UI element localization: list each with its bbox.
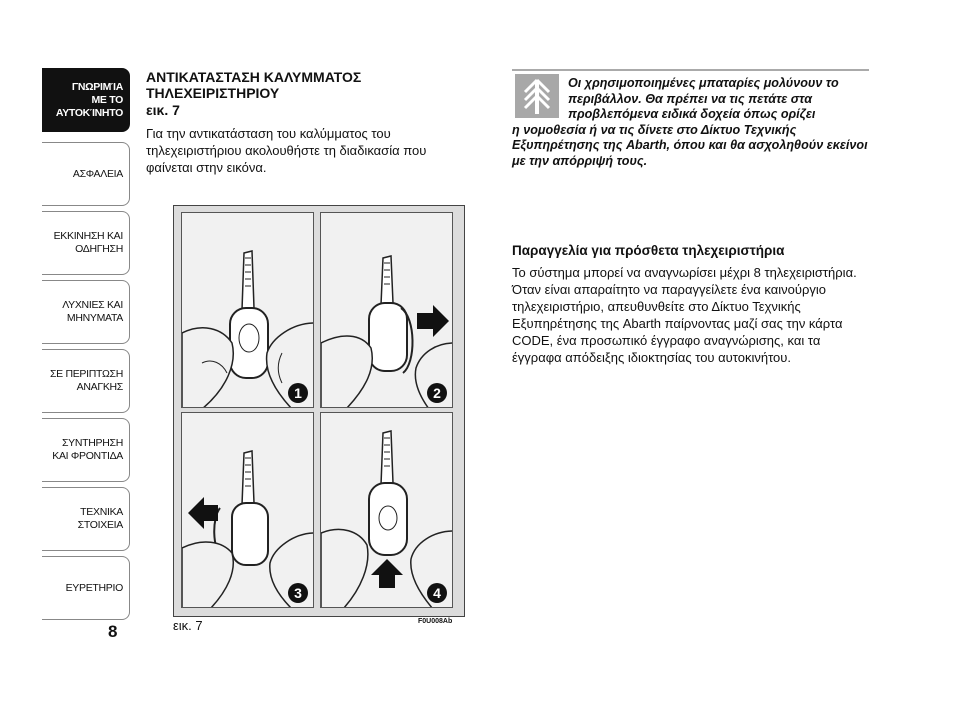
note-text-line2: η νομοθεσία ή να τις δίνετε στο Δίκτυο Τεχνικής Εξυπηρέτησης της Abarth, όπου και θα ασχοληθούν εκείνοι με την απόρριψή τους. — [512, 122, 868, 168]
section-heading: ΑΝΤΙΚΑΤΑΣΤΑΣΗ ΚΑΛΥΜΜΑΤΟΣ ΤΗΛΕΧΕΙΡΙΣΤΗΡΙΟΥ — [146, 69, 362, 101]
step-number-badge: 3 — [288, 583, 308, 603]
step-number-badge: 2 — [427, 383, 447, 403]
figure-panel-2 — [320, 212, 453, 408]
tab-label: ΣΥΝΤΗΡΗΣΗ ΚΑΙ ΦΡΟΝΤΙΔΑ — [52, 437, 123, 462]
tab-label: ΑΣΦΑΛΕΙΑ — [72, 167, 123, 180]
tab-index[interactable] — [42, 556, 130, 620]
order-remotes-text: Το σύστημα μπορεί να αναγνωρίσει μέχρι 8 τηλεχειριστήρια. Όταν είναι απαραίτητο να παραγγείλετε ένα καινούργιο τηλεχειριστήριο, απευθυνθείτε στο Δίκτυο Τεχνικής Εξυπηρέτησης της Abarth παίρνοντας μαζί σας την κάρτα CODE, ένα προσωπικό έγγραφο αναγνώρισης, και τα έγγραφα απόδειξης ιδιοκτησίας του αυτοκινήτου. — [512, 265, 857, 365]
key-hand-illustration-2 — [321, 213, 453, 408]
figure-panel-4 — [320, 412, 453, 608]
step-number-badge: 4 — [427, 583, 447, 603]
tab-maintenance[interactable] — [42, 418, 130, 482]
tab-label: ΣΕ ΠΕΡΙΠΤΩΣΗ ΑΝΑΓΚΗΣ — [49, 368, 123, 393]
figure-code: F0U008Ab — [418, 618, 453, 625]
figure-reference: εικ. 7 — [146, 102, 180, 118]
key-hand-illustration-1 — [182, 213, 314, 408]
step-number-badge: 1 — [288, 383, 308, 403]
tab-label: ΤΕΧΝΙΚΑ ΣΤΟΙΧΕΙΑ — [77, 506, 123, 531]
tab-starting-driving[interactable] — [42, 211, 130, 275]
key-hand-illustration-4 — [321, 413, 453, 608]
environment-note — [512, 76, 869, 169]
order-remotes-heading: Παραγγελία για πρόσθετα τηλεχειριστήρια — [512, 243, 785, 258]
key-cover-figure — [173, 205, 465, 617]
page-number: 8 — [108, 622, 118, 641]
note-divider — [512, 69, 869, 71]
tab-getting-to-know[interactable] — [42, 68, 130, 132]
instructions-text: Για την αντικατάσταση του καλύμματος του τηλεχειριστήριου ακολουθήστε τη διαδικασία που φαίνεται στην εικόνα. — [146, 126, 427, 175]
note-text-line1: Οι χρησιμοποιημένες μπαταρίες μολύνουν το περιβάλλον. Θα πρέπει να τις πετάτε στα προβλεπόμενα ειδικά δοχεία όπως ορίζει — [568, 76, 839, 121]
tab-label: ΕΚΚΙΝΗΣΗ ΚΑΙ ΟΔΗΓΗΣΗ — [53, 230, 123, 255]
figure-panel-1 — [181, 212, 314, 408]
tab-label: ΓΝΩΡΙΜΊΑ ΜΕ ΤΟ ΑΥΤΟΚΊΝΗΤΟ — [55, 80, 123, 119]
tab-label: ΕΥΡΕΤΗΡΙΟ — [65, 581, 123, 594]
tab-label: ΛΥΧΝΙΕΣ ΚΑΙ ΜΗΝΥΜΑΤΑ — [62, 299, 123, 324]
figure-caption: εικ. 7 — [173, 618, 203, 633]
tab-technical-data[interactable] — [42, 487, 130, 551]
tab-emergency[interactable] — [42, 349, 130, 413]
key-hand-illustration-3 — [182, 413, 314, 608]
tab-safety[interactable] — [42, 142, 130, 206]
figure-panel-3 — [181, 412, 314, 608]
tab-lights-messages[interactable] — [42, 280, 130, 344]
